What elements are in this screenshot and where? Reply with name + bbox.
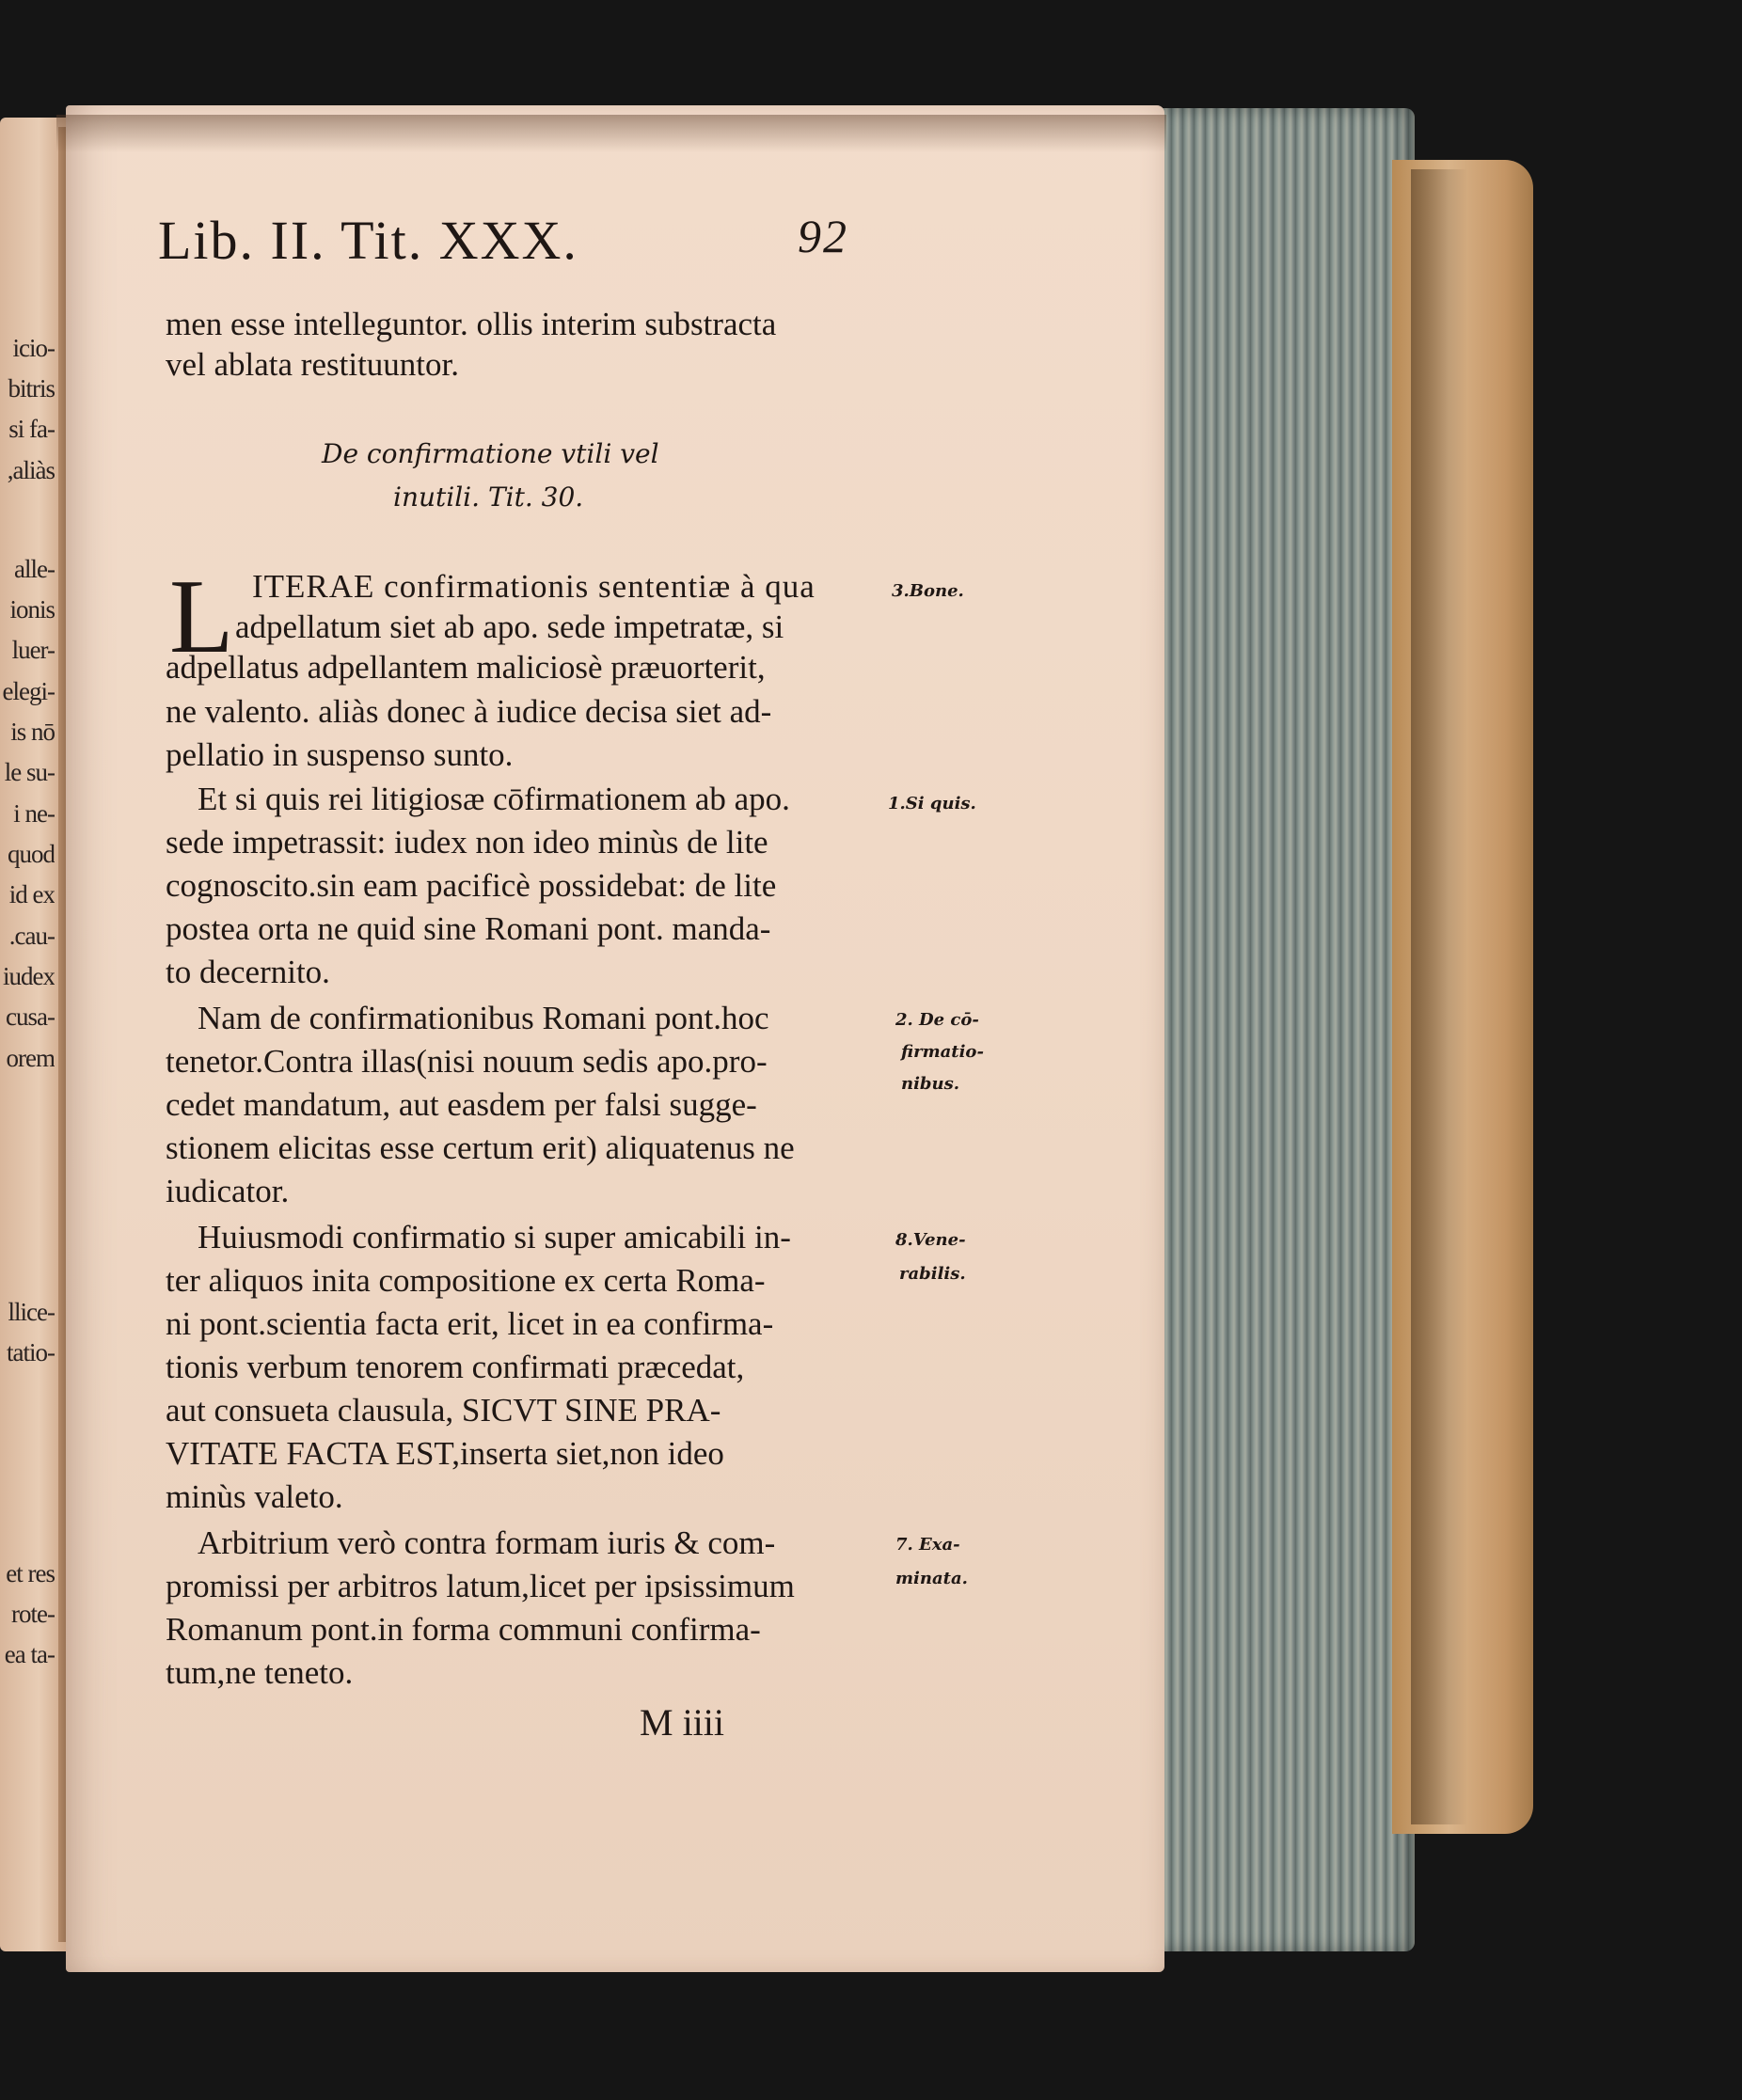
left-fragment: orem [6, 1044, 55, 1072]
left-fragment: is nō [10, 718, 55, 746]
text-line: men esse intelleguntor. ollis interim substracta [166, 306, 777, 342]
left-fragment: luer- [11, 636, 55, 664]
left-fragment: si fa- [8, 415, 55, 443]
left-fragment: et res [6, 1559, 55, 1587]
text-line: tum,ne teneto. [166, 1654, 354, 1691]
text-line: pellatio in suspenso sunto. [166, 736, 514, 773]
left-fragment: tatio- [7, 1338, 55, 1366]
page-number: 92 [798, 210, 848, 262]
text-line: postea orta ne quid sine Romani pont. manda- [166, 910, 771, 947]
right-page [66, 105, 1164, 1972]
text-line: ne valento. aliàs donec à iudice decisa siet ad- [166, 693, 772, 730]
margin-note: 2. De cō- [895, 1010, 979, 1030]
text-line: Arbitrium verò contra formam iuris & com- [198, 1524, 776, 1561]
text-line: Huiusmodi confirmatio si super amicabili in- [198, 1219, 791, 1255]
margin-note: firmatio- [901, 1042, 984, 1062]
section-title: inutili. Tit. 30. [393, 482, 584, 513]
margin-note: 1.Si quis. [888, 794, 976, 813]
text-line: adpellatus adpellantem maliciosè præuorterit, [166, 649, 766, 686]
margin-note: 3.Bone. [892, 581, 964, 601]
left-fragment: icio- [12, 334, 55, 362]
drop-cap: L [169, 559, 234, 675]
left-fragment: id ex [8, 880, 55, 908]
left-fragment: bitris [8, 374, 55, 403]
text-line: Romanum pont.in forma communi confirma- [166, 1611, 761, 1648]
left-fragment: elegi- [2, 677, 55, 705]
signature-mark: M iiii [640, 1701, 725, 1744]
text-line: sede impetrassit: iudex non ideo minùs de lite [166, 824, 768, 861]
text-line: iudicator. [166, 1173, 290, 1209]
text-line: to decernito. [166, 954, 330, 990]
left-fragment: i ne- [13, 799, 55, 828]
text-line: cognoscito.sin eam pacificè possidebat: de lite [166, 867, 777, 904]
text-line: adpellatum siet ab apo. sede impetratæ, si [235, 608, 784, 645]
running-title: Lib. II. Tit. XXX. [158, 210, 578, 271]
binding-shadow [1411, 169, 1467, 1824]
left-fragment: alle- [14, 555, 55, 583]
text-line: tenetor.Contra illas(nisi nouum sedis apo.pro- [166, 1043, 768, 1080]
text-line: tionis verbum tenorem confirmati præcedat, [166, 1349, 745, 1385]
page-top-shadow [56, 115, 1166, 152]
left-fragment: ea ta- [4, 1640, 55, 1668]
text-line: aut consueta clausula, SICVT SINE PRA- [166, 1392, 721, 1429]
text-line: Nam de confirmationibus Romani pont.hoc [198, 1000, 769, 1036]
left-fragment: iudex [3, 962, 55, 990]
text-line: vel ablata restituuntor. [166, 346, 459, 383]
text-line: ni pont.scientia facta erit, licet in ea confirma- [166, 1305, 774, 1342]
left-fragment: rote- [11, 1600, 55, 1628]
margin-note: rabilis. [899, 1264, 966, 1284]
margin-note: minata. [895, 1569, 968, 1588]
left-fragment: quod [8, 840, 55, 868]
left-fragment: .cau- [8, 922, 55, 950]
text-line: promissi per arbitros latum,licet per ipsissimum [166, 1568, 795, 1604]
text-line: ITERAE confirmationis sententiæ à qua [252, 568, 816, 605]
section-title: De confirmatione vtili vel [322, 438, 659, 469]
left-fragment: ionis [9, 595, 55, 624]
text-line: minùs valeto. [166, 1478, 343, 1515]
page-fore-edge [1149, 108, 1415, 1951]
text-line: Et si quis rei litigiosæ cōfirmationem ab apo. [198, 781, 790, 817]
margin-note: nibus. [901, 1074, 959, 1094]
margin-note: 8.Vene- [895, 1230, 966, 1250]
margin-note: 7. Exa- [895, 1535, 960, 1555]
text-line: stionem elicitas esse certum erit) aliquatenus ne [166, 1129, 795, 1166]
left-fragment: cusa- [6, 1003, 55, 1031]
text-line: cedet mandatum, aut easdem per falsi sugge- [166, 1086, 757, 1123]
left-fragment: le su- [4, 758, 55, 786]
left-fragment: llice- [8, 1298, 55, 1326]
text-line: VITATE FACTA EST,inserta siet,non ideo [166, 1435, 724, 1472]
left-fragment: ,aliàs [7, 456, 55, 484]
text-line: ter aliquos inita compositione ex certa Roma- [166, 1262, 766, 1299]
